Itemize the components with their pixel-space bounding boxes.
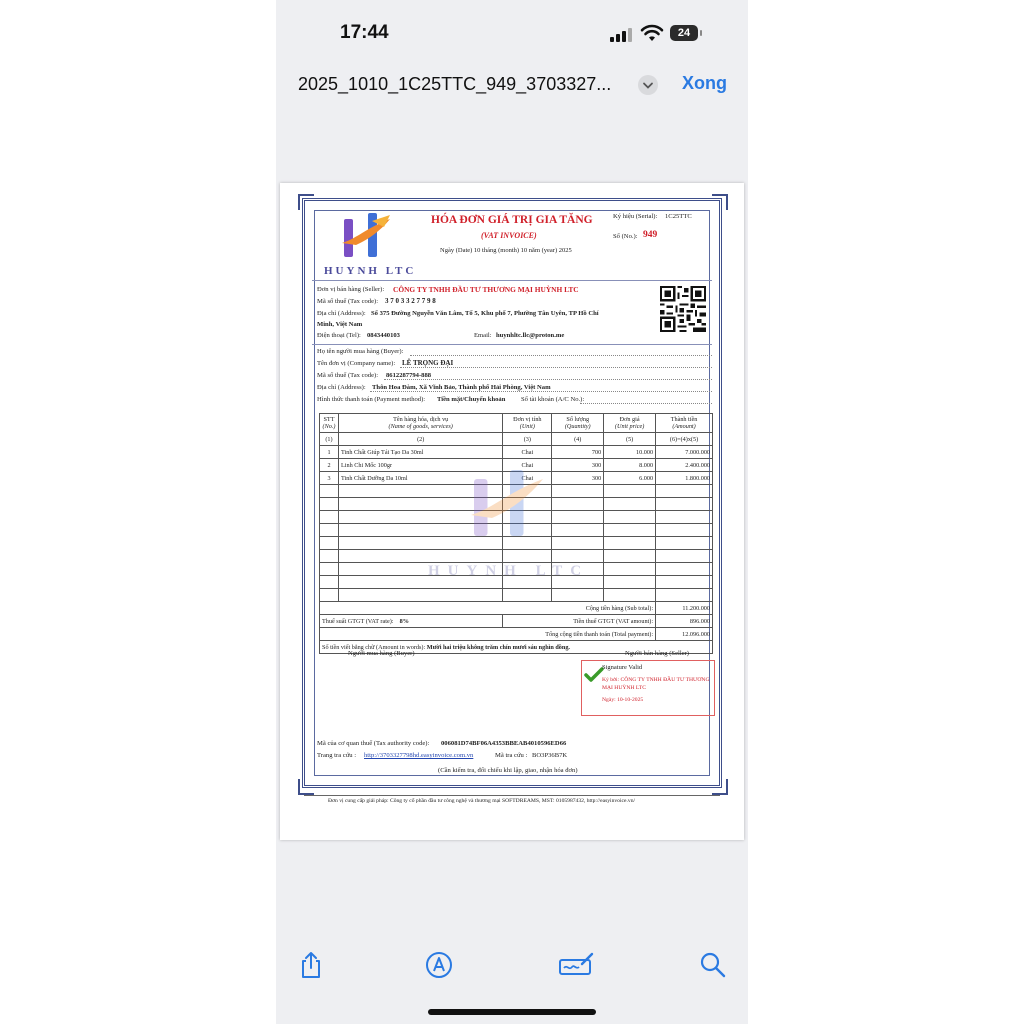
seller-label: Đơn vị bán hàng (Seller): (317, 286, 385, 293)
table-number-row (320, 433, 713, 446)
table-cell: Tinh Chất Giúp Tái Tạo Da 30ml (338, 446, 502, 459)
subtotal-label: Cộng tiền hàng (Sub total): (320, 602, 656, 615)
seller-email: huynhltc.llc@proton.me (496, 332, 565, 339)
dotted-line (410, 355, 712, 356)
seller-address-cont: Minh, Việt Nam (317, 321, 363, 328)
lookup-code-label: Mã tra cứu : (495, 752, 528, 759)
invoice-title: HÓA ĐƠN GIÁ TRỊ GIA TĂNG (431, 214, 593, 226)
table-cell: Chai (503, 472, 552, 485)
vat-row (320, 615, 713, 628)
table-cell: 6.000 (604, 472, 656, 485)
payment-method: Tiền mặt/Chuyển khoản (437, 396, 506, 403)
total-label: Tổng cộng tiền thanh toán (Total payment): (320, 628, 656, 641)
invoice-number: 949 (643, 230, 658, 240)
divider (312, 280, 712, 281)
table-cell: (2) (338, 433, 502, 446)
seller-name: CÔNG TY TNHH ĐẦU TƯ THƯƠNG MẠI HUỲNH LTC (393, 285, 579, 294)
table-cell: 1 (320, 446, 339, 459)
column-header: Đơn giá (Unit price) (604, 414, 656, 433)
table-cell: 2 (320, 459, 339, 472)
table-cell: 8.000 (604, 459, 656, 472)
vat-amount-label: Tiền thuế GTGT (VAT amount): (503, 615, 656, 628)
status-bar (276, 0, 748, 60)
document-navbar (276, 64, 748, 104)
table-cell: Tinh Chất Dưỡng Da 10ml (338, 472, 502, 485)
dotted-line (400, 367, 712, 368)
seller-tax-code: 3 7 0 3 3 2 7 7 9 8 (385, 297, 436, 305)
table-cell: 2.400.000 (656, 459, 713, 472)
seller-tax-label: Mã số thuế (Tax code): (317, 298, 379, 305)
corner-ornament (298, 779, 314, 795)
search-icon[interactable] (698, 950, 728, 980)
seller-phone-label: Điện thoại (Tel): (317, 332, 361, 339)
table-cell: (1) (320, 433, 339, 446)
invoice-subtitle: (VAT INVOICE) (481, 231, 537, 240)
tax-authority-label: Mã của cơ quan thuế (Tax authority code): (317, 740, 430, 747)
table-cell: (5) (604, 433, 656, 446)
column-header: STT (No.) (320, 414, 339, 433)
buyer-address-label: Địa chỉ (Address): (317, 384, 366, 391)
seller-signature-label: Người bán hàng (Seller) (625, 650, 690, 657)
signed-date: Ngày: 10-10-2025 (602, 697, 644, 703)
markup-icon[interactable] (424, 950, 454, 980)
seller-address-label: Địa chỉ (Address): (317, 310, 366, 317)
chevron-down-icon[interactable] (638, 75, 658, 95)
serial-value: 1C25TTC (665, 213, 692, 220)
account-label: Số tài khoản (A/C No.): (521, 396, 585, 403)
dotted-line (384, 379, 712, 380)
corner-ornament (712, 779, 728, 795)
signature-icon[interactable] (558, 950, 594, 980)
lookup-label: Trang tra cứu : (317, 752, 357, 759)
dotted-line (370, 391, 712, 392)
number-label: Số (No.): (613, 233, 638, 240)
wifi-icon (640, 24, 664, 42)
total-row (320, 628, 713, 641)
buyer-name-label: Họ tên người mua hàng (Buyer): (317, 348, 404, 355)
seller-email-label: Email: (474, 332, 492, 339)
invoice-date: Ngày (Date) 10 tháng (month) 10 năm (year) 2025 (440, 247, 572, 254)
column-header: Tên hàng hóa, dịch vụ (Name of goods, services) (338, 414, 502, 433)
buyer-address: Thôn Hoa Đàm, Xã Vĩnh Bảo, Thành phố Hải Phòng, Việt Nam (372, 384, 551, 391)
check-note: (Cần kiểm tra, đối chiếu khi lập, giao, nhận hóa đơn) (438, 767, 578, 774)
signature-valid-text: Signature Valid (602, 664, 643, 671)
lookup-link[interactable]: http://3703327798hd.easyinvoice.com.vn (364, 752, 474, 759)
checkmark-icon (584, 667, 604, 683)
clock: 17:44 (340, 22, 389, 43)
table-cell: (4) (552, 433, 604, 446)
battery-icon: 24 (670, 25, 698, 41)
bottom-toolbar (276, 946, 748, 986)
dotted-line (580, 403, 712, 404)
column-header: Thành tiền (Amount) (656, 414, 713, 433)
table-cell: 7.000.000 (656, 446, 713, 459)
qr-code (660, 286, 706, 332)
table-cell: 10.000 (604, 446, 656, 459)
total-value: 12.096.000 (656, 628, 713, 641)
table-header-row (320, 414, 713, 433)
table-cell: 700 (552, 446, 604, 459)
provider-line: Đơn vị cung cấp giải pháp: Công ty cổ phần đầu tư công nghệ và thương mại SOFTDREAMS, MST: 0105987432, http://easyinvoice.vn/ (328, 798, 636, 804)
vat-rate-cell: Thuế suất GTGT (VAT rate): 8% (320, 615, 503, 628)
corner-ornament (298, 194, 314, 210)
column-header: Số lượng (Quantity) (552, 414, 604, 433)
document-title[interactable]: 2025_1010_1C25TTC_949_3703327... (298, 74, 612, 94)
serial-label: Ký hiệu (Serial): (613, 213, 658, 220)
company-logo (338, 209, 398, 261)
table-row (320, 446, 713, 459)
tax-authority-code: 006081D74BF06A4353BBEAB4010596ED66 (441, 740, 567, 747)
cellular-signal-icon (610, 27, 632, 42)
table-cell: Linh Chi Mốc 100gr (338, 459, 502, 472)
buyer-tax-label: Mã số thuế (Tax code): (317, 372, 379, 379)
invoice-page (280, 183, 744, 840)
signed-by: Ký bởi: CÔNG TY TNHH ĐẦU TƯ THƯƠNG MẠI HUỲNH LTC (602, 677, 710, 691)
buyer-tax-code: 8612287794-888 (386, 372, 432, 379)
home-indicator[interactable] (428, 1009, 596, 1015)
table-cell: 300 (552, 459, 604, 472)
subtotal-row (320, 602, 713, 615)
done-button[interactable]: Xong (682, 73, 727, 93)
amount-in-words: Số tiền viết bằng chữ (Amount in words): Mười hai triệu không trăm chín mươi sáu nghìn đồng. (320, 641, 713, 654)
table-cell: 1.800.000 (656, 472, 713, 485)
table-cell: (6)=(4)x(5) (656, 433, 713, 446)
brand-name: HUYNH LTC (324, 265, 417, 277)
divider (312, 344, 712, 345)
table-cell: Chai (503, 446, 552, 459)
buyer-company-label: Tên đơn vị (Company name): (317, 360, 396, 367)
watermark-text: HUYNH LTC (428, 563, 590, 579)
empty-row (320, 589, 713, 602)
vat-amount-value: 896.000 (656, 615, 713, 628)
share-icon[interactable] (296, 950, 326, 980)
divider (304, 795, 720, 796)
digital-signature-box[interactable] (581, 660, 715, 716)
payment-label: Hình thức thanh toán (Payment method): (317, 396, 426, 403)
table-cell: 300 (552, 472, 604, 485)
seller-address: Số 375 Đường Nguyễn Văn Lâm, Tổ 5, Khu phố 7, Phường Tân Uyên, TP Hồ Chí (371, 310, 599, 317)
column-header: Đơn vị tính (Unit) (503, 414, 552, 433)
seller-phone: 0843440103 (367, 332, 400, 339)
watermark-logo (465, 458, 555, 548)
buyer-company: LÊ TRỌNG ĐẠI (402, 359, 454, 367)
table-cell: Chai (503, 459, 552, 472)
phone-screen (276, 0, 748, 1024)
buyer-signature-label: Người mua hàng (Buyer) (348, 650, 415, 657)
empty-row (320, 550, 713, 563)
subtotal-value: 11.200.000 (656, 602, 713, 615)
table-cell: (3) (503, 433, 552, 446)
lookup-code: BO3P36B7K (532, 752, 568, 759)
table-cell: 3 (320, 472, 339, 485)
corner-ornament (712, 194, 728, 210)
